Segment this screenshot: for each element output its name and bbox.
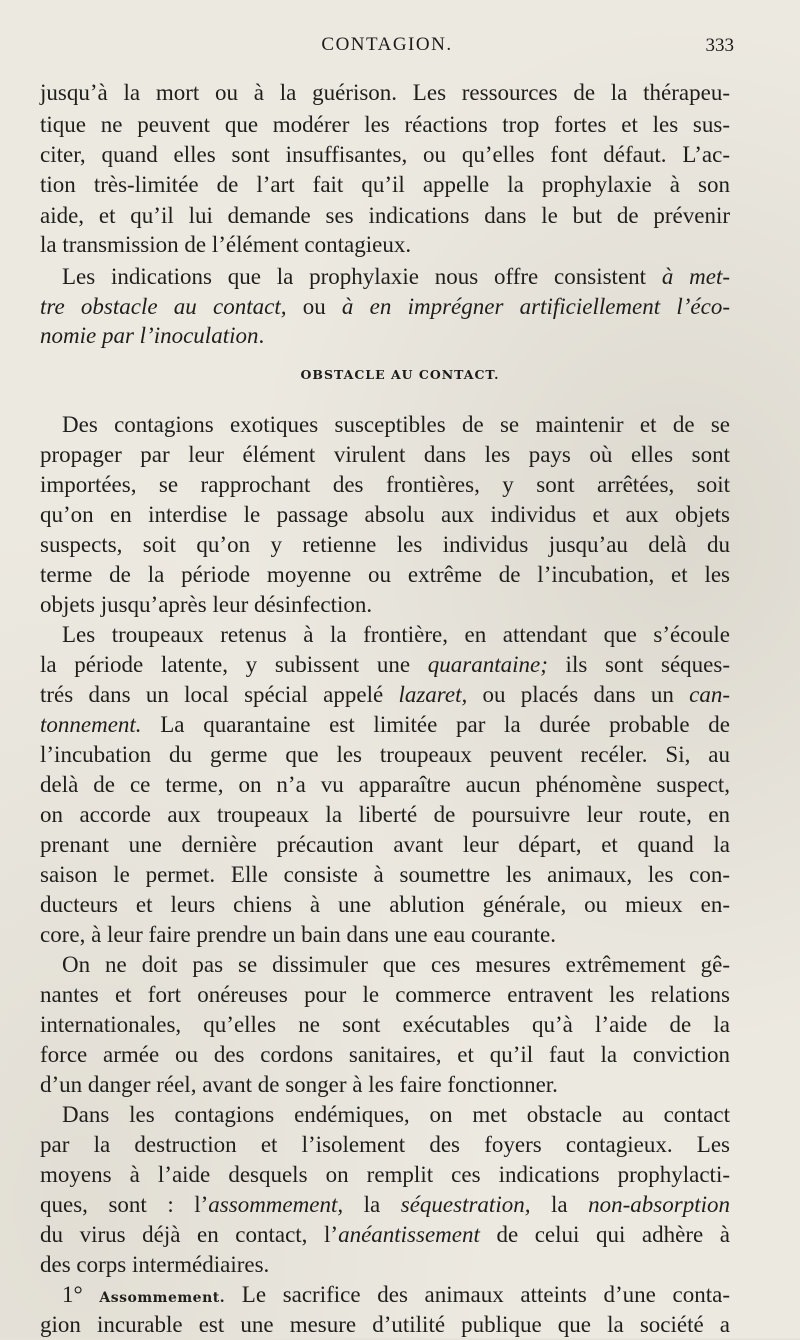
text-run: du virus déjà en contact, l’	[40, 1222, 339, 1247]
text-line	[62, 410, 730, 440]
text-run: des corps intermédiaires.	[40, 1252, 270, 1277]
text-line	[62, 1280, 730, 1310]
text-run: la période latente, y subissent une	[40, 652, 428, 677]
text-run: aide, et qu’il lui demande ses indications dans le but de prévenir	[40, 203, 730, 228]
text-line	[40, 1220, 730, 1250]
text-run: l’incubation du germe que les troupeaux peuvent recéler. Si, au	[40, 742, 730, 767]
text-line	[40, 470, 730, 500]
text-run: ducteurs et leurs chiens à une ablution générale, ou mieux en-	[40, 892, 730, 917]
text-run: la	[343, 1192, 401, 1217]
text-line	[40, 680, 730, 710]
italic-text: quarantaine;	[427, 652, 548, 677]
text-line	[40, 710, 730, 740]
text-line	[40, 770, 730, 800]
text-line	[40, 1190, 730, 1220]
text-line	[40, 440, 730, 470]
text-run: .	[258, 323, 265, 348]
text-run: Les troupeaux retenus à la frontière, en attendant que s’écoule	[62, 622, 730, 647]
text-run: internationales, qu’elles ne sont exécutables qu’à l’aide de la	[40, 1012, 730, 1037]
text-line	[40, 980, 730, 1010]
text-run: saison le permet. Elle consiste à soumettre les animaux, les con-	[40, 862, 730, 887]
text-run: qu’on en interdise le passage absolu aux individus et aux objets	[40, 502, 730, 527]
text-run: ou	[286, 294, 342, 319]
text-line	[40, 170, 730, 200]
text-line	[40, 1010, 730, 1040]
italic-text: assommement,	[208, 1192, 344, 1217]
text-run: On ne doit pas se dissimuler que ces mesures extrêmement gê-	[62, 952, 730, 977]
text-run: Les indications que la prophylaxie nous offre consistent	[62, 264, 662, 289]
italic-text: à met-	[661, 264, 731, 289]
text-run: citer, quand elles sont insuffisantes, ou qu’elles font défaut. L’ac-	[40, 142, 730, 167]
text-line	[40, 140, 730, 170]
text-run: par la destruction et l’isolement des foyers contagieux. Les	[40, 1132, 730, 1157]
text-run: on accorde aux troupeaux la liberté de poursuivre leur route, en	[40, 802, 730, 827]
italic-text: can-	[689, 682, 730, 707]
text-line	[62, 620, 730, 650]
italic-text: tre obstacle au contact,	[40, 294, 287, 319]
text-line	[40, 860, 730, 890]
text-line	[40, 650, 730, 680]
text-run: tion très-limitée de l’art fait qu’il appelle la prophylaxie à son	[40, 172, 730, 197]
text-line	[62, 1100, 730, 1130]
text-run: tique ne peuvent que modérer les réactions trop fortes et les sus-	[40, 112, 730, 137]
text-run: suspects, soit qu’on y retienne les individus jusqu’au delà du	[40, 532, 730, 557]
italic-text: séquestration,	[400, 1192, 531, 1217]
text-line	[40, 78, 730, 108]
text-line	[40, 110, 730, 140]
text-run: force armée ou des cordons sanitaires, et qu’il faut la conviction	[40, 1042, 730, 1067]
text-line	[40, 1070, 730, 1100]
text-line	[40, 292, 730, 322]
text-run: nantes et fort onéreuses pour le commerce entravent les relations	[40, 982, 730, 1007]
text-line	[40, 800, 730, 830]
text-run: propager par leur élément virulent dans les pays où elles sont	[40, 442, 730, 467]
text-run: core, à leur faire prendre un bain dans une eau courante.	[40, 922, 556, 947]
italic-text: anéantissement	[338, 1222, 480, 1247]
text-run: objets jusqu’après leur désinfection.	[40, 592, 373, 617]
section-heading: OBSTACLE AU CONTACT.	[300, 367, 500, 382]
italic-text: à en imprégner artificiellement l’éco-	[341, 294, 730, 319]
text-run: ques, sont : l’	[40, 1192, 209, 1217]
page-number: 333	[705, 35, 734, 56]
text-run: jusqu’à la mort ou à la guérison. Les ressources de la thérapeu-	[40, 80, 730, 105]
text-run: terme de la période moyenne ou extrême de l’incubation, et les	[40, 562, 730, 587]
text-run: moyens à l’aide desquels on remplit ces indications prophylacti-	[40, 1162, 730, 1187]
text-run: la transmission de l’élément contagieux.	[40, 232, 412, 257]
text-line	[40, 1250, 730, 1280]
italic-text: non-absorption	[588, 1192, 730, 1217]
text-line	[40, 830, 730, 860]
text-line	[40, 321, 730, 351]
text-line	[40, 1310, 730, 1340]
text-line	[40, 740, 730, 770]
text-run: trés dans un local spécial appelé	[40, 682, 399, 707]
italic-text: tonnement.	[40, 712, 142, 737]
text-run: delà de ce terme, on n’a vu apparaître aucun phénomène suspect,	[40, 772, 730, 797]
italic-text: lazaret,	[398, 682, 468, 707]
text-line	[40, 560, 730, 590]
running-title: CONTAGION.	[321, 34, 453, 55]
text-run: la	[530, 1192, 589, 1217]
text-run: importées, se rapprochant des frontières, y sont arrêtées, soit	[40, 472, 730, 497]
text-line	[62, 262, 730, 292]
text-line	[40, 890, 730, 920]
text-line	[40, 530, 730, 560]
text-run: ou placés dans un	[467, 682, 690, 707]
text-line	[40, 230, 730, 260]
text-line	[40, 920, 730, 950]
text-run: La quarantaine est limitée par la durée probable de	[141, 712, 730, 737]
text-line	[40, 201, 730, 231]
text-run: d’un danger réel, avant de songer à les faire fonctionner.	[40, 1072, 558, 1097]
text-run: 1°	[62, 1282, 100, 1307]
text-run: Des contagions exotiques susceptibles de se maintenir et de se	[62, 412, 730, 437]
text-run: prenant une dernière précaution avant leur départ, et quand la	[40, 832, 730, 857]
text-line	[62, 950, 730, 980]
text-run: Dans les contagions endémiques, on met obstacle au contact	[62, 1102, 730, 1127]
text-run: gion incurable est une mesure d’utilité publique que la société a	[40, 1312, 730, 1337]
text-run: ils sont séques-	[547, 652, 730, 677]
text-line	[40, 1160, 730, 1190]
text-line	[40, 1130, 730, 1160]
running-head	[40, 34, 734, 58]
italic-text: nomie par l’inoculation	[40, 323, 259, 348]
text-run: Le sacrifice des animaux atteints d’une conta-	[225, 1282, 730, 1307]
text-line	[40, 1040, 730, 1070]
text-run: de celui qui adhère à	[479, 1222, 730, 1247]
text-line	[40, 500, 730, 530]
run-in-heading: Assommement.	[99, 1290, 226, 1306]
text-line	[40, 590, 730, 620]
